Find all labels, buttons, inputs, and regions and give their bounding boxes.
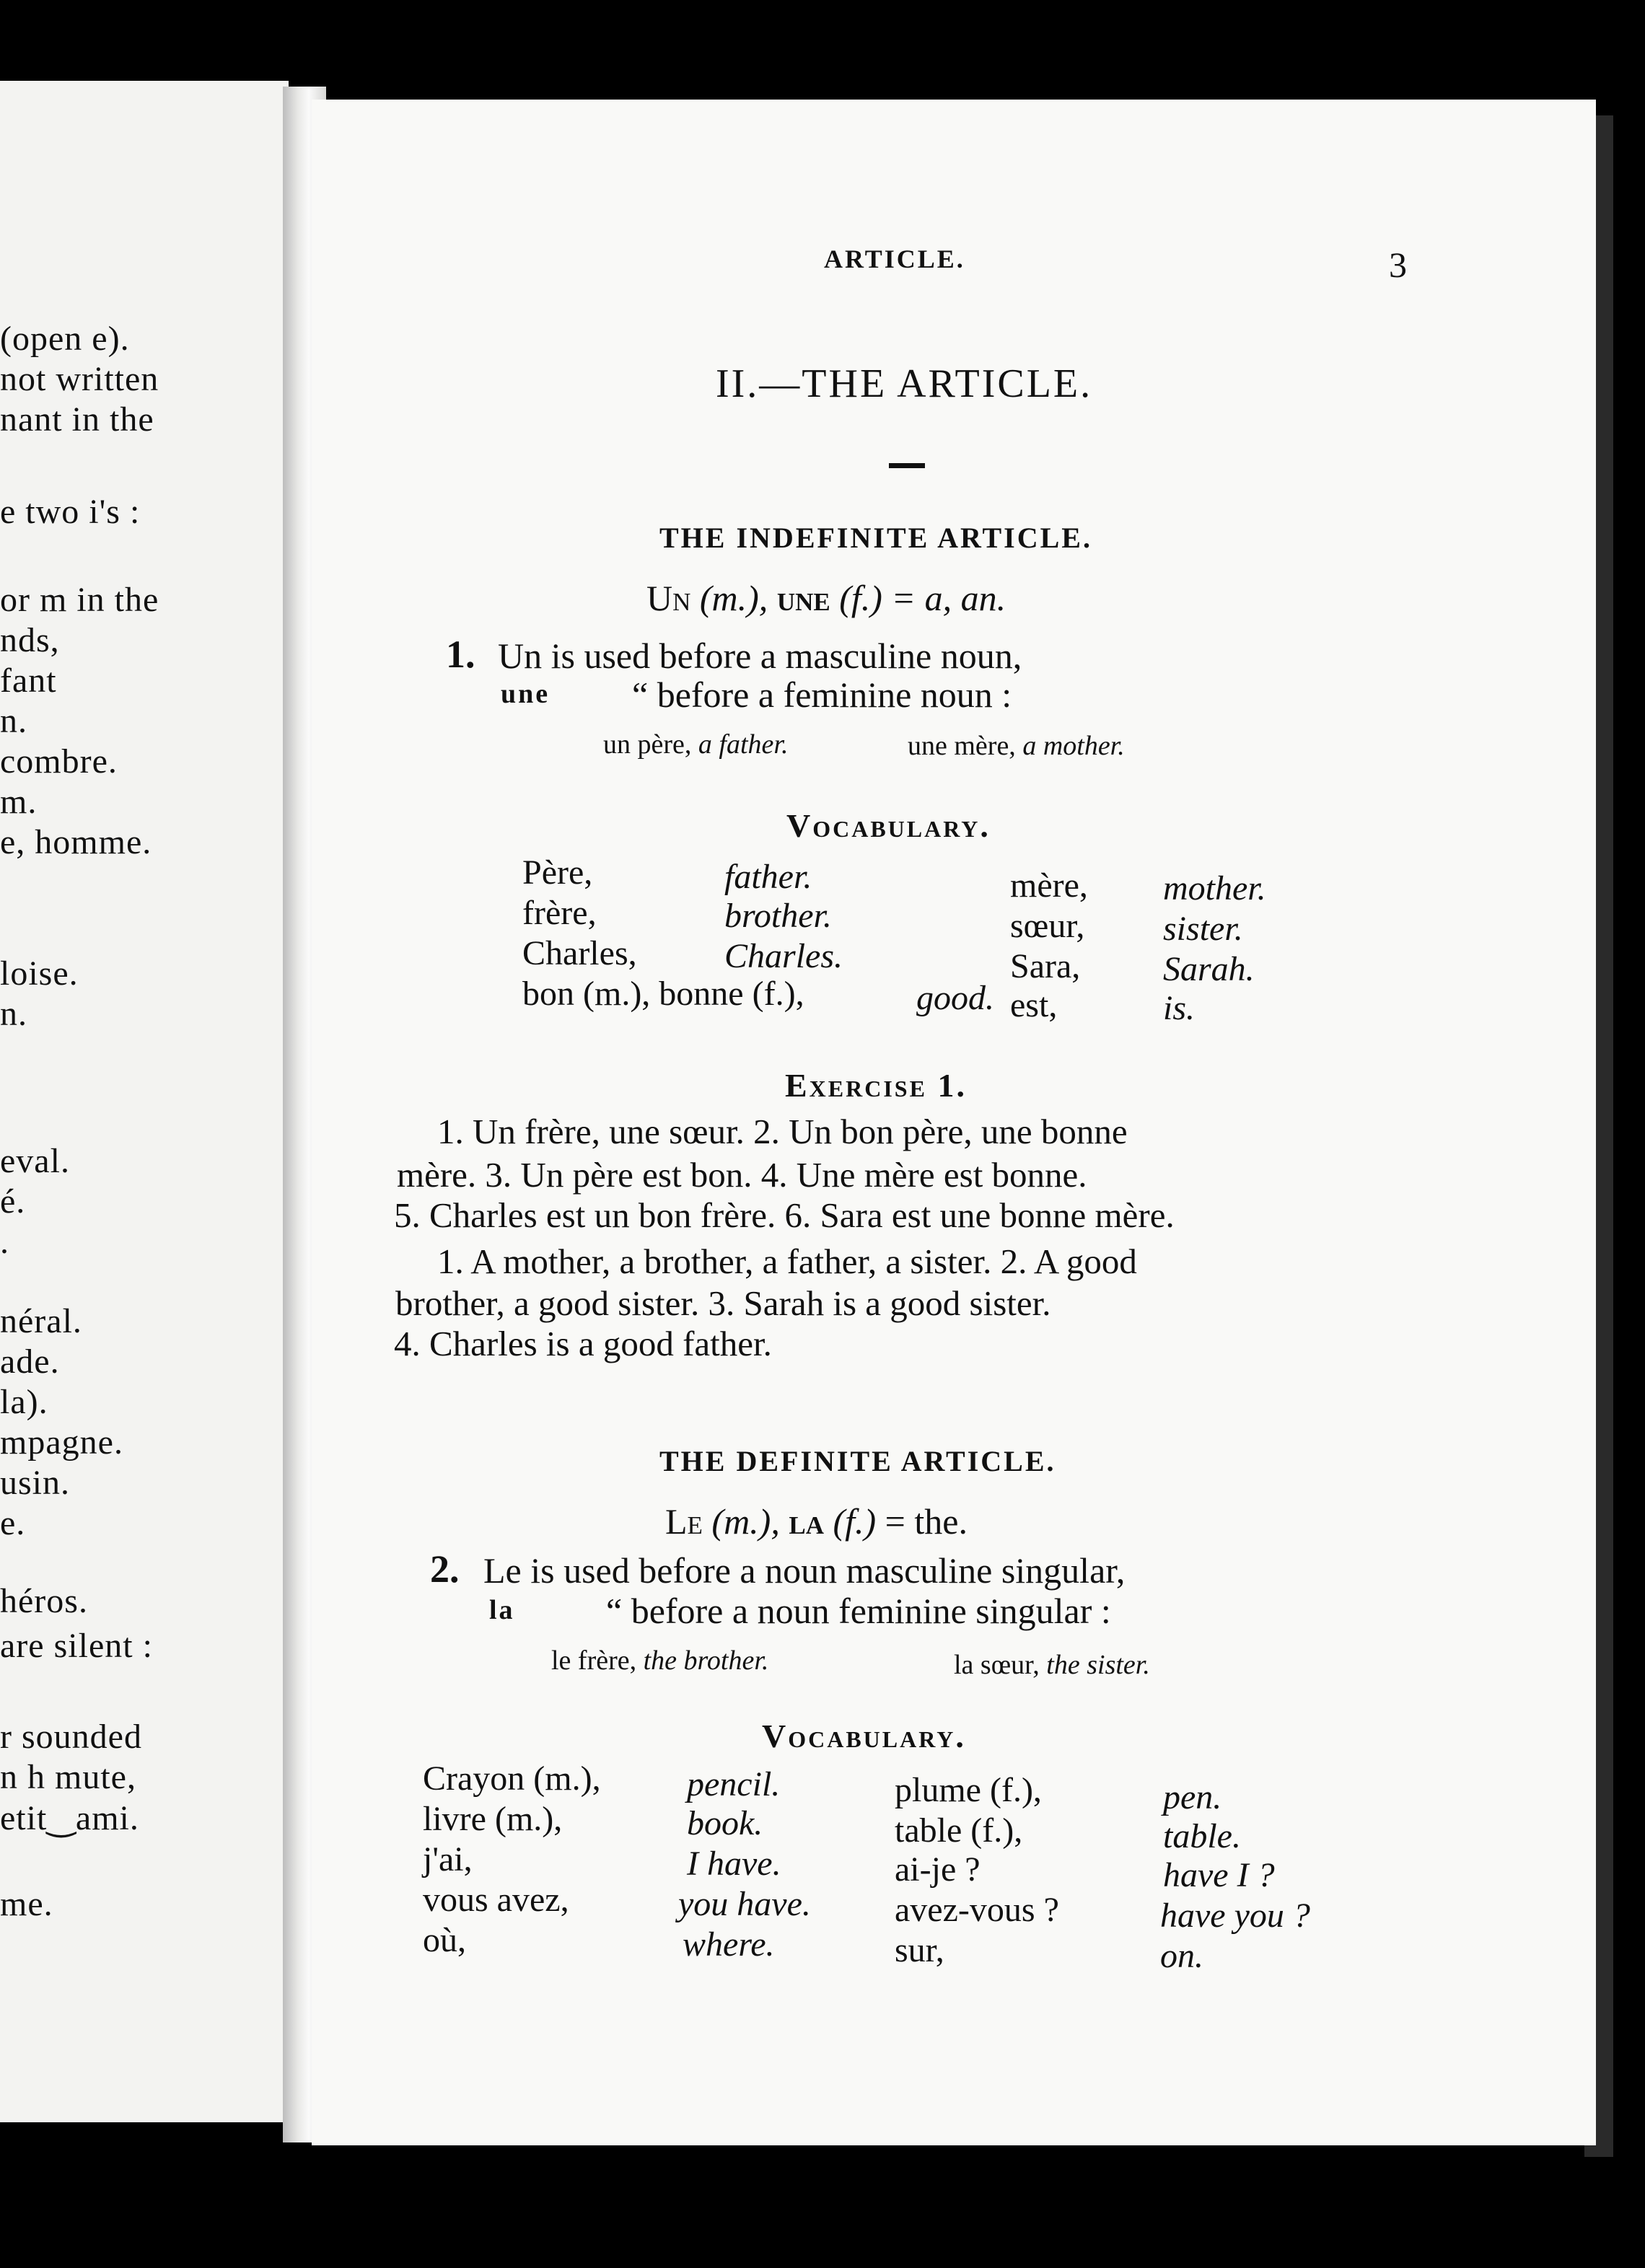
formula-fem: (f.) (833, 1501, 877, 1542)
example-english: the brother. (643, 1645, 769, 1676)
vocab-english: good. (916, 979, 994, 1017)
title-rule (889, 463, 925, 468)
definite-example-1 (551, 1645, 768, 1676)
vocab-french: vous avez, (423, 1881, 569, 1919)
vocab-english: pen. (1163, 1778, 1222, 1816)
vocab-french: ai-je ? (895, 1850, 981, 1889)
vocab-french: mère, (1010, 866, 1088, 905)
definite-article-heading: THE DEFINITE ARTICLE. (659, 1445, 1056, 1477)
rule-word-la: la (489, 1595, 515, 1625)
left-page-line: not written (0, 360, 159, 398)
vocab-french: bon (m.), bonne (f.), (522, 975, 804, 1013)
vocab-french: sur, (895, 1931, 944, 1969)
vocab-french: Charles, (522, 934, 637, 972)
example-english: a father. (698, 729, 789, 760)
left-page-line: ade. (0, 1342, 60, 1381)
left-page-line: combre. (0, 742, 118, 781)
left-page-line: nds, (0, 621, 60, 659)
indefinite-example-2 (908, 730, 1125, 762)
left-page-line: e two i's : (0, 493, 141, 531)
example-french: un père, (603, 729, 692, 760)
left-page-line: etit‿ami. (0, 1799, 139, 1837)
formula-meaning: = the. (885, 1501, 968, 1542)
formula-la: la (789, 1501, 824, 1542)
definite-rule-line-1: Le is used before a noun masculine singular, (483, 1550, 1126, 1591)
formula-fem: (f.) (839, 578, 882, 618)
definite-example-2 (954, 1649, 1150, 1681)
vocab-french: Père, (522, 853, 593, 892)
vocab-english: book. (687, 1804, 763, 1842)
exercise-line: mère. 3. Un père est bon. 4. Une mère est bonne. (397, 1155, 1087, 1195)
vocabulary-heading-2: Vocabulary. (762, 1718, 966, 1754)
page-number: 3 (1389, 245, 1407, 285)
formula-masc: (m.), (699, 578, 768, 618)
left-page-line: r sounded (0, 1718, 142, 1756)
left-page-line: n h mute, (0, 1758, 136, 1796)
formula-masc: (m.), (711, 1501, 780, 1542)
vocab-french: est, (1010, 986, 1058, 1024)
vocab-english: brother. (724, 897, 832, 935)
indefinite-rule-line-1: Un is used before a masculine noun, (498, 636, 1022, 676)
example-french: une mère, (908, 731, 1016, 761)
left-page-line: nant in the (0, 400, 154, 439)
vocab-english: you have. (678, 1885, 811, 1923)
vocab-french: Crayon (m.), (423, 1759, 601, 1798)
left-page-line: mpagne. (0, 1423, 123, 1462)
left-page-line: n. (0, 995, 27, 1033)
example-english: a mother. (1022, 731, 1125, 761)
example-english: the sister. (1046, 1650, 1150, 1680)
left-page-fragment (0, 81, 289, 2122)
vocab-english: Charles. (724, 937, 843, 975)
section-title: II.—THE ARTICLE. (716, 361, 1093, 406)
left-page-line: are silent : (0, 1627, 153, 1665)
left-page-line: é. (0, 1182, 26, 1221)
rule-word-une: une (501, 679, 550, 709)
exercise-line: 5. Charles est un bon frère. 6. Sara est une bonne mère. (394, 1195, 1175, 1235)
definite-rule-line-2: “ before a noun feminine singular : (606, 1591, 1111, 1631)
vocab-english: I have. (687, 1845, 781, 1883)
exercise-heading: Exercise 1. (785, 1067, 967, 1104)
exercise-line: 1. A mother, a brother, a father, a sister. 2. A good (437, 1241, 1137, 1281)
left-page-line: e, homme. (0, 823, 152, 861)
formula-le: Le (665, 1501, 703, 1542)
left-page-line: la). (0, 1383, 48, 1421)
vocab-english: sister. (1163, 910, 1243, 948)
vocab-english: is. (1163, 989, 1196, 1027)
vocab-french: plume (f.), (895, 1771, 1042, 1809)
vocab-french: Sara, (1010, 947, 1081, 985)
exercise-line: 4. Charles is a good father. (394, 1324, 772, 1363)
vocab-french: table (f.), (895, 1811, 1023, 1850)
running-head: ARTICLE. (824, 245, 965, 273)
formula-un: Un (646, 578, 691, 618)
vocab-english: have I ? (1163, 1856, 1275, 1894)
vocab-english: father. (724, 858, 812, 896)
rule-number-2: 2. (430, 1547, 460, 1591)
left-page-line: m. (0, 783, 38, 821)
vocab-english: table. (1163, 1817, 1241, 1855)
left-page-line: . (0, 1223, 9, 1261)
exercise-line: brother, a good sister. 3. Sarah is a good sister. (395, 1283, 1051, 1323)
vocab-english: where. (683, 1925, 775, 1964)
vocabulary-heading-1: Vocabulary. (786, 807, 991, 844)
vocab-english: have you ? (1160, 1896, 1310, 1935)
example-french: le frère, (551, 1645, 637, 1676)
vocab-english: Sarah. (1163, 950, 1255, 988)
left-page-line: n. (0, 702, 27, 740)
left-page-line: e. (0, 1504, 26, 1542)
definite-formula (665, 1500, 968, 1542)
vocab-french: j'ai, (423, 1840, 473, 1878)
example-french: la sœur, (954, 1650, 1040, 1680)
left-page-line: eval. (0, 1142, 70, 1180)
rule-number-1: 1. (446, 633, 475, 676)
formula-une: une (776, 578, 830, 618)
left-page-line: fant (0, 662, 57, 700)
vocab-french: où, (423, 1921, 466, 1959)
left-page-line: héros. (0, 1582, 88, 1620)
left-page-line: loise. (0, 954, 79, 993)
exercise-line: 1. Un frère, une sœur. 2. Un bon père, une bonne (437, 1112, 1128, 1151)
vocab-french: livre (m.), (423, 1800, 563, 1838)
left-page-line: me. (0, 1885, 53, 1923)
vocab-english: on. (1160, 1937, 1203, 1975)
indefinite-rule-line-2: “ before a feminine noun : (632, 674, 1012, 715)
vocab-english: mother. (1163, 869, 1266, 907)
vocab-french: frère, (522, 894, 597, 932)
left-page-line: néral. (0, 1302, 82, 1340)
left-page-line: usin. (0, 1464, 71, 1502)
vocab-french: sœur, (1010, 907, 1085, 945)
vocab-french: avez-vous ? (895, 1891, 1059, 1929)
indefinite-article-heading: THE INDEFINITE ARTICLE. (659, 522, 1092, 554)
left-page-line: (open e). (0, 320, 130, 358)
formula-meaning: = a, an. (891, 578, 1006, 618)
indefinite-example-1 (603, 729, 788, 760)
indefinite-formula (646, 577, 1006, 619)
vocab-english: pencil. (687, 1765, 781, 1803)
left-page-line: or m in the (0, 581, 159, 619)
